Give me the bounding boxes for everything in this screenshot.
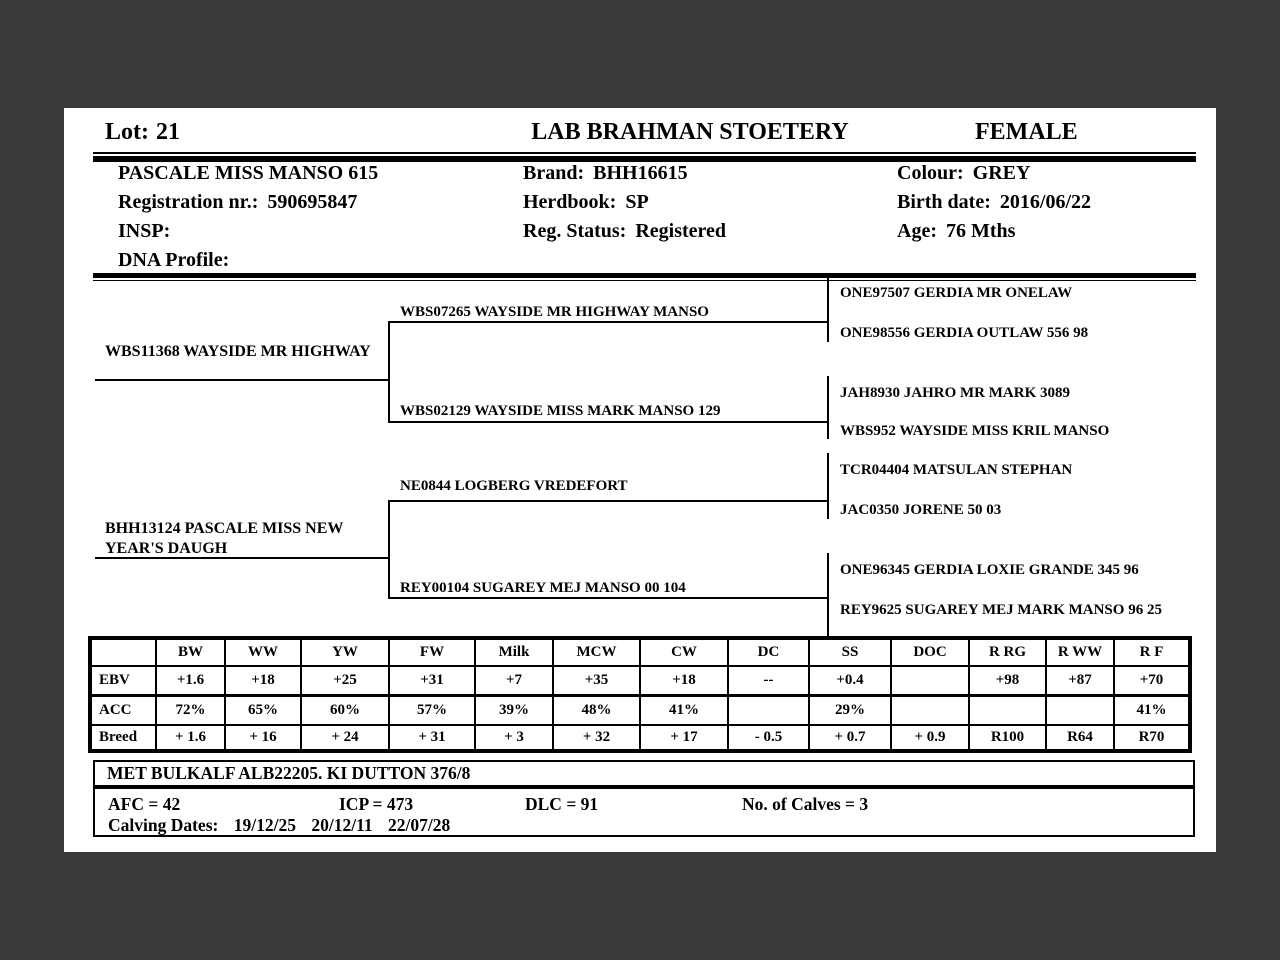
- pedigree-underline-sire: [95, 379, 388, 381]
- stats-col-header: R RG: [969, 638, 1046, 666]
- pedigree-dam-sire: NE0844 LOGBERG VREDEFORT: [400, 478, 628, 494]
- pedigree-sire-sire-dam: ONE98556 GERDIA OUTLAW 556 98: [840, 325, 1089, 341]
- stats-cell: R100: [969, 725, 1046, 751]
- stats-cell: +0.4: [809, 666, 891, 696]
- stats-cell: +70: [1114, 666, 1190, 696]
- stats-row-label: Breed: [90, 725, 156, 751]
- pedigree-sire-dam-dam: WBS952 WAYSIDE MISS KRIL MANSO: [840, 423, 1110, 439]
- stats-cell: +87: [1046, 666, 1114, 696]
- dna-profile-field: [118, 246, 378, 275]
- calving-date: 19/12/25: [233, 815, 296, 835]
- calving-date: 22/07/28: [387, 815, 451, 835]
- pedigree-underline-sire-dam: [388, 421, 827, 423]
- pedigree-connector-dam-branch: [388, 500, 390, 599]
- colour-value: GREY: [972, 162, 1031, 184]
- info-column-registry: [523, 159, 726, 246]
- pedigree-connector-sire-branch: [388, 321, 390, 423]
- pedigree-sire: WBS11368 WAYSIDE MR HIGHWAY: [105, 343, 371, 360]
- stats-cell: [891, 666, 969, 696]
- pedigree-dam-sire-dam: JAC0350 JORENE 50 03: [840, 502, 1002, 518]
- herdbook-value: SP: [625, 191, 649, 213]
- pedigree-dam-dam-sire: ONE96345 GERDIA LOXIE GRANDE 345 96: [840, 562, 1139, 578]
- stats-cell: +18: [225, 666, 301, 696]
- colour-label: Colour:: [897, 162, 964, 184]
- info-column-birth: [897, 159, 1091, 246]
- info-separator-thick: [93, 273, 1196, 278]
- stats-col-header: Milk: [475, 638, 553, 666]
- stats-cell: 41%: [1114, 696, 1190, 726]
- stats-row-label: EBV: [90, 666, 156, 696]
- brand-label: Brand:: [523, 162, 585, 184]
- stats-cell: +1.6: [156, 666, 225, 696]
- stats-cell: + 16: [225, 725, 301, 751]
- stats-col-header: CW: [640, 638, 728, 666]
- stats-cell: 57%: [389, 696, 475, 726]
- calving-dates-label: Calving Dates:: [108, 815, 219, 835]
- pedigree-sire-sire: WBS07265 WAYSIDE MR HIGHWAY MANSO: [400, 304, 709, 320]
- birth-date-label: Birth date:: [897, 191, 991, 213]
- stats-cell: [728, 696, 809, 726]
- dna-profile-label: DNA Profile:: [118, 249, 230, 271]
- stats-cell: R70: [1114, 725, 1190, 751]
- birth-date-field: [897, 188, 1091, 217]
- lot-number: 21: [156, 119, 180, 145]
- lot-label: Lot:: [105, 119, 149, 145]
- stats-cell: + 0.9: [891, 725, 969, 751]
- stats-cell: [969, 696, 1046, 726]
- stats-cell: [891, 696, 969, 726]
- stats-cell: +31: [389, 666, 475, 696]
- ebv-row: [90, 666, 1190, 696]
- animal-name: PASCALE MISS MANSO 615: [118, 162, 379, 184]
- stats-cell: 72%: [156, 696, 225, 726]
- pedigree-sire-dam-sire: JAH8930 JAHRO MR MARK 3089: [840, 385, 1070, 401]
- brand-value: BHH16615: [593, 162, 688, 184]
- stats-cell: 29%: [809, 696, 891, 726]
- calving-dates: [108, 814, 450, 836]
- registration-number: [118, 188, 378, 217]
- stats-cell: +25: [301, 666, 389, 696]
- pedigree-dam: BHH13124 PASCALE MISS NEW YEAR'S DAUGH: [105, 520, 344, 557]
- info-separator-thin: [93, 280, 1196, 281]
- pedigree-connector-sire-dam-branch: [827, 376, 829, 439]
- stats-cell: - 0.5: [728, 725, 809, 751]
- registration-value: 590695847: [267, 191, 358, 213]
- catalog-page: [64, 108, 1216, 852]
- stats-cell: +7: [475, 666, 553, 696]
- stats-col-header: BW: [156, 638, 225, 666]
- pedigree-dam-sire-sire: TCR04404 MATSULAN STEPHAN: [840, 462, 1073, 478]
- pedigree-connector-sire-sire-branch: [827, 278, 829, 342]
- stats-cell: + 24: [301, 725, 389, 751]
- stats-col-header: YW: [301, 638, 389, 666]
- stats-cell: + 3: [475, 725, 553, 751]
- page-title: LAB BRAHMAN STOETERY: [531, 119, 849, 145]
- stats-col-header: DC: [728, 638, 809, 666]
- pedigree-sire-dam: WBS02129 WAYSIDE MISS MARK MANSO 129: [400, 403, 721, 419]
- stats-col-header: R F: [1114, 638, 1190, 666]
- pedigree-sire-sire-sire: ONE97507 GERDIA MR ONELAW: [840, 285, 1073, 301]
- stats-cell: +35: [553, 666, 640, 696]
- pedigree-underline-dam: [95, 557, 388, 559]
- stats-cell: + 1.6: [156, 725, 225, 751]
- title-separator-thin: [93, 152, 1196, 154]
- reg-status-label: Reg. Status:: [523, 220, 627, 242]
- pedigree-underline-sire-sire: [388, 321, 827, 323]
- icp-value: ICP = 473: [339, 794, 414, 814]
- stats-cell: --: [728, 666, 809, 696]
- stats-cell: 39%: [475, 696, 553, 726]
- dlc-value: DLC = 91: [525, 794, 599, 814]
- stats-col-header: [90, 638, 156, 666]
- stats-cell: +98: [969, 666, 1046, 696]
- age-field: [897, 217, 1091, 246]
- afc-value: AFC = 42: [108, 794, 181, 814]
- acc-row: [90, 696, 1190, 726]
- info-column-identity: [118, 159, 378, 275]
- age-label: Age:: [897, 220, 937, 242]
- stats-cell: + 32: [553, 725, 640, 751]
- colour-field: [897, 159, 1091, 188]
- stats-cell: 48%: [553, 696, 640, 726]
- stats-cell: 60%: [301, 696, 389, 726]
- stats-cell: [1046, 696, 1114, 726]
- stats-col-header: DOC: [891, 638, 969, 666]
- stats-col-header: MCW: [553, 638, 640, 666]
- pedigree-underline-dam-dam: [388, 597, 827, 599]
- calves-count: No. of Calves = 3: [742, 794, 869, 814]
- birth-date-value: 2016/06/22: [999, 191, 1092, 213]
- age-value: 76 Mths: [945, 220, 1016, 242]
- ebv-stats-table: [88, 636, 1192, 753]
- herdbook-field: [523, 188, 726, 217]
- pedigree-connector-dam-sire-branch: [827, 453, 829, 519]
- stats-cell: 41%: [640, 696, 728, 726]
- stats-row-label: ACC: [90, 696, 156, 726]
- stats-cell: + 17: [640, 725, 728, 751]
- stats-cell: + 0.7: [809, 725, 891, 751]
- stats-header-row: [90, 638, 1190, 666]
- insp-field: [118, 217, 378, 246]
- pedigree-underline-dam-sire: [388, 500, 827, 502]
- stats-cell: +18: [640, 666, 728, 696]
- stats-cell: + 31: [389, 725, 475, 751]
- stats-col-header: FW: [389, 638, 475, 666]
- pedigree-dam-dam-dam: REY9625 SUGAREY MEJ MARK MANSO 96 25: [840, 602, 1162, 618]
- mating-note: MET BULKALF ALB22205. KI DUTTON 376/8: [93, 760, 1195, 787]
- pedigree-dam-dam: REY00104 SUGAREY MEJ MANSO 00 104: [400, 580, 686, 596]
- fertility-summary-box: [93, 787, 1195, 837]
- insp-label: INSP:: [118, 220, 171, 242]
- herdbook-label: Herdbook:: [523, 191, 617, 213]
- reg-status-value: Registered: [635, 220, 727, 242]
- stats-cell: 65%: [225, 696, 301, 726]
- stats-col-header: SS: [809, 638, 891, 666]
- registration-label: Registration nr.:: [118, 191, 259, 213]
- stats-col-header: WW: [225, 638, 301, 666]
- calving-date: 20/12/11: [311, 815, 373, 835]
- reg-status-field: [523, 217, 726, 246]
- sex-label: FEMALE: [975, 119, 1078, 145]
- brand-field: [523, 159, 726, 188]
- stats-cell: R64: [1046, 725, 1114, 751]
- pedigree-connector-dam-dam-branch: [827, 553, 829, 637]
- breed-row: [90, 725, 1190, 751]
- stats-col-header: R WW: [1046, 638, 1114, 666]
